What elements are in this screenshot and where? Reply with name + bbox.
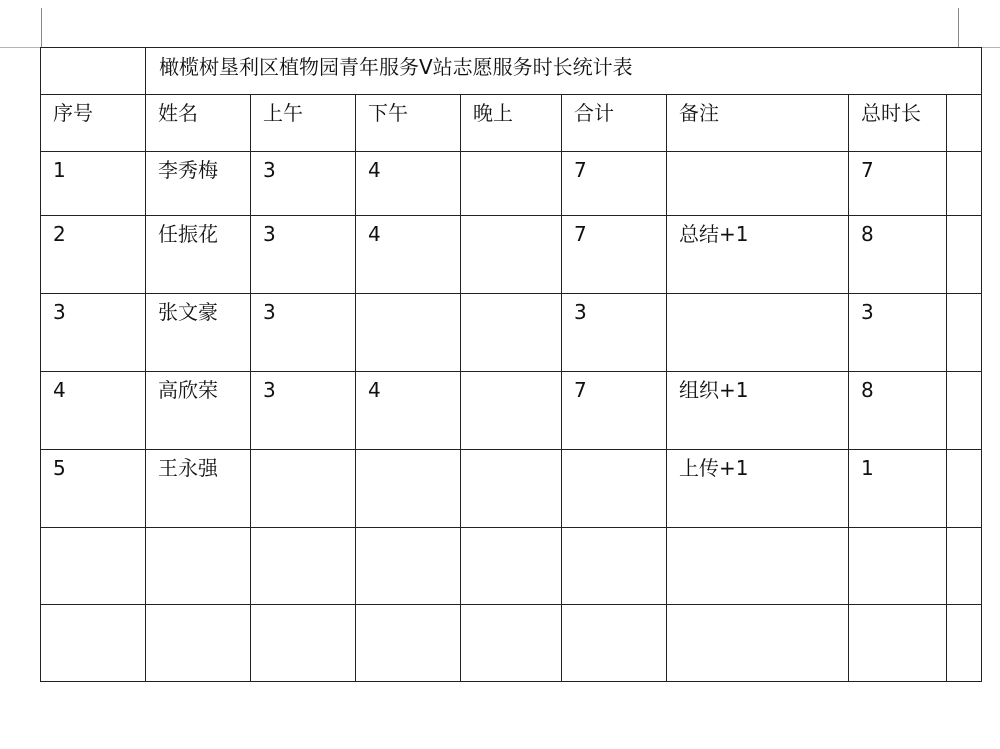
cell-subtotal[interactable]: 7 (562, 372, 667, 450)
cell-evening[interactable] (461, 294, 562, 372)
cell-extra[interactable] (947, 294, 982, 372)
cell-evening[interactable] (461, 528, 562, 605)
cell-evening[interactable] (461, 216, 562, 294)
cell-subtotal[interactable]: 7 (562, 152, 667, 216)
cell-remarks[interactable] (667, 528, 849, 605)
cell-name[interactable]: 李秀梅 (146, 152, 251, 216)
cell-extra[interactable] (947, 605, 982, 682)
cell-evening[interactable] (461, 450, 562, 528)
cell-total-hours[interactable]: 8 (849, 372, 947, 450)
table-cell[interactable] (41, 48, 146, 95)
table-row (41, 605, 982, 682)
cell-extra[interactable] (947, 152, 982, 216)
cell-index[interactable]: 1 (41, 152, 146, 216)
volunteer-hours-table (40, 47, 982, 682)
header-cell-extra[interactable] (947, 95, 982, 152)
cell-name[interactable] (146, 605, 251, 682)
table-header-row (41, 95, 982, 152)
cell-afternoon[interactable]: 4 (356, 152, 461, 216)
cell-remarks[interactable] (667, 605, 849, 682)
cell-extra[interactable] (947, 372, 982, 450)
header-cell-morning[interactable]: 上午 (251, 95, 356, 152)
cell-name[interactable] (146, 528, 251, 605)
cell-afternoon[interactable] (356, 450, 461, 528)
cell-index[interactable] (41, 528, 146, 605)
table-row (41, 152, 982, 216)
cell-afternoon[interactable] (356, 528, 461, 605)
cell-remarks[interactable]: 组织+1 (667, 372, 849, 450)
cell-evening[interactable] (461, 372, 562, 450)
cell-morning[interactable]: 3 (251, 372, 356, 450)
cell-evening[interactable] (461, 152, 562, 216)
cell-morning[interactable] (251, 605, 356, 682)
table-row (41, 450, 982, 528)
header-cell-evening[interactable]: 晚上 (461, 95, 562, 152)
table-title-row (41, 48, 982, 95)
cell-name[interactable]: 高欣荣 (146, 372, 251, 450)
cell-extra[interactable] (947, 528, 982, 605)
table-row (41, 372, 982, 450)
cell-subtotal[interactable]: 3 (562, 294, 667, 372)
header-cell-remarks[interactable]: 备注 (667, 95, 849, 152)
cell-evening[interactable] (461, 605, 562, 682)
page-margin-marker-left (41, 8, 42, 48)
cell-total-hours[interactable]: 7 (849, 152, 947, 216)
cell-index[interactable]: 3 (41, 294, 146, 372)
cell-remarks[interactable]: 总结+1 (667, 216, 849, 294)
header-cell-total-hours[interactable]: 总时长 (849, 95, 947, 152)
cell-name[interactable]: 任振花 (146, 216, 251, 294)
cell-index[interactable]: 2 (41, 216, 146, 294)
cell-morning[interactable] (251, 528, 356, 605)
cell-name[interactable]: 张文豪 (146, 294, 251, 372)
table-title[interactable]: 橄榄树垦利区植物园青年服务V站志愿服务时长统计表 (146, 48, 982, 95)
cell-afternoon[interactable]: 4 (356, 216, 461, 294)
page-margin-marker-right (958, 8, 959, 48)
cell-remarks[interactable]: 上传+1 (667, 450, 849, 528)
header-cell-index[interactable]: 序号 (41, 95, 146, 152)
cell-name[interactable]: 王永强 (146, 450, 251, 528)
cell-remarks[interactable] (667, 152, 849, 216)
cell-total-hours[interactable] (849, 605, 947, 682)
cell-morning[interactable]: 3 (251, 216, 356, 294)
cell-extra[interactable] (947, 450, 982, 528)
header-cell-subtotal[interactable]: 合计 (562, 95, 667, 152)
cell-morning[interactable]: 3 (251, 152, 356, 216)
cell-index[interactable]: 4 (41, 372, 146, 450)
cell-afternoon[interactable] (356, 294, 461, 372)
cell-subtotal[interactable] (562, 605, 667, 682)
table-row (41, 294, 982, 372)
cell-morning[interactable]: 3 (251, 294, 356, 372)
cell-afternoon[interactable]: 4 (356, 372, 461, 450)
header-cell-name[interactable]: 姓名 (146, 95, 251, 152)
table-row (41, 528, 982, 605)
cell-total-hours[interactable]: 8 (849, 216, 947, 294)
cell-subtotal[interactable] (562, 450, 667, 528)
cell-morning[interactable] (251, 450, 356, 528)
table-row (41, 216, 982, 294)
cell-total-hours[interactable]: 1 (849, 450, 947, 528)
cell-index[interactable]: 5 (41, 450, 146, 528)
cell-index[interactable] (41, 605, 146, 682)
cell-subtotal[interactable]: 7 (562, 216, 667, 294)
cell-subtotal[interactable] (562, 528, 667, 605)
header-cell-afternoon[interactable]: 下午 (356, 95, 461, 152)
cell-remarks[interactable] (667, 294, 849, 372)
cell-total-hours[interactable]: 3 (849, 294, 947, 372)
cell-extra[interactable] (947, 216, 982, 294)
cell-total-hours[interactable] (849, 528, 947, 605)
cell-afternoon[interactable] (356, 605, 461, 682)
